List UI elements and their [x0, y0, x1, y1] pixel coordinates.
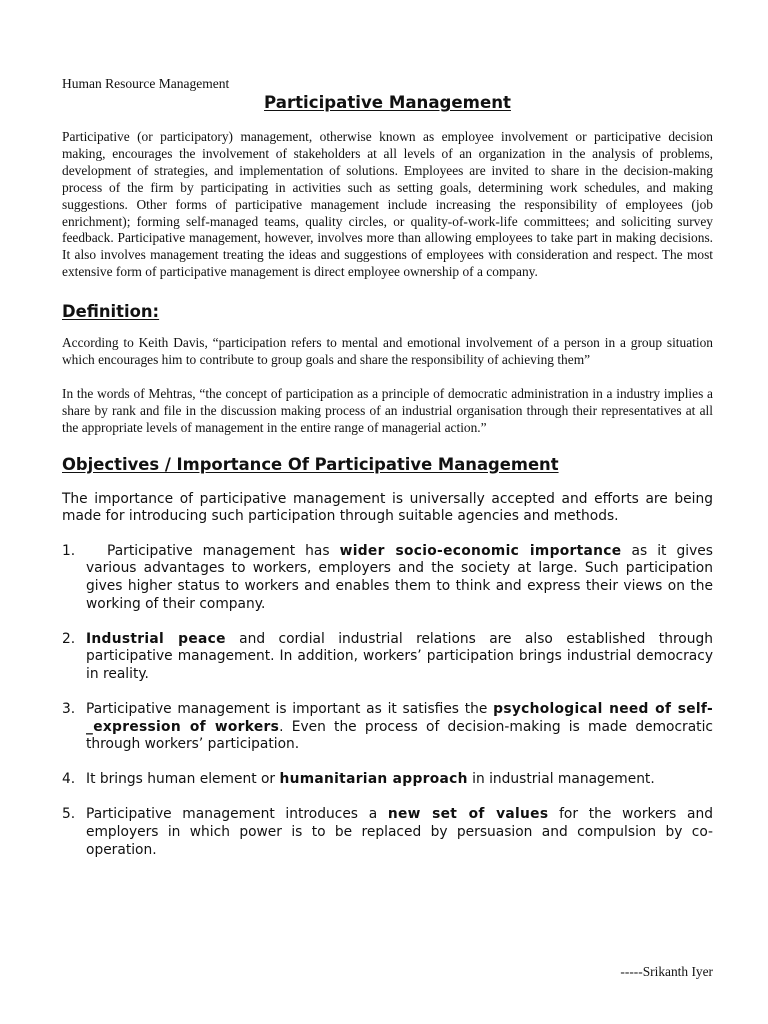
- list-item-number: 3.: [62, 701, 76, 718]
- list-item-number: 5.: [62, 806, 76, 823]
- document-title: Participative Management: [264, 93, 511, 112]
- list-item: [62, 701, 713, 754]
- list-item-text: in industrial management.: [467, 771, 655, 788]
- list-item-text: Participative management introduces a: [86, 806, 388, 823]
- list-item: [62, 806, 713, 859]
- list-item-text: It brings human element or: [86, 771, 280, 788]
- objectives-intro: The importance of participative management is universally accepted and efforts are being made for introducing such participation through suitable agencies and methods.: [62, 490, 713, 525]
- list-item-number: 1.: [62, 542, 76, 559]
- list-item-bold-text: Industrial peace: [86, 630, 226, 647]
- list-item-bold-text: psychological need of self-_expression of workers: [86, 701, 713, 735]
- list-item: [62, 771, 713, 789]
- list-item-number: 4.: [62, 771, 76, 788]
- list-item-text: Participative management has: [107, 542, 340, 559]
- intro-paragraph: Participative (or participatory) management, otherwise known as employee involvement or participative decision making, encourages the involvement of stakeholders at all levels of an organization in the analysis of problems, development of strategies, and implementation of solutions. Employees are invited to share in the decision-making process of the firm by participating in activities such as setting goals, determining work schedules, and making suggestions. Other forms of participative management include increasing the responsibility of employees (job enrichment); forming self-managed teams, quality circles, or quality-of-work-life committees; and soliciting survey feedback. Participative management, however, involves more than allowing employees to take part in making decisions. It also involves management treating the ideas and suggestions of employees with consideration and respect. The most extensive form of participative management is direct employee ownership of a company.: [62, 129, 713, 280]
- list-item-body: [86, 806, 713, 857]
- list-item-text: Participative management is important as it satisfies the: [86, 701, 494, 718]
- list-item-bold-text: new set of values: [387, 806, 549, 823]
- list-item-bold-text: humanitarian approach: [279, 771, 468, 788]
- list-item-bold-text: wider socio-economic importance: [339, 542, 622, 559]
- author-signature: -----Srikanth Iyer: [620, 964, 713, 979]
- list-item-body: [86, 771, 655, 787]
- list-item-body: [86, 543, 713, 612]
- list-item-text: for the workers and employers in which power is to be replaced by persuasion and compulsion by co-operation.: [86, 806, 714, 858]
- list-item: [62, 543, 713, 613]
- definition-paragraph-davis: According to Keith Davis, “participation refers to mental and emotional involvement of a person in a group situation which encourages him to contribute to group goals and share the responsibility of achieving them”: [62, 335, 713, 368]
- definition-paragraph-mehtras: In the words of Mehtras, “the concept of participation as a principle of democratic administration in a industry implies a share by rank and file in the discussion making process of an industrial organisation through their representatives at all the appropriate levels of management in the entire range of managerial action.”: [62, 385, 713, 435]
- objectives-list: [62, 543, 713, 859]
- list-item-number: 2.: [62, 630, 76, 647]
- list-item: [62, 631, 713, 684]
- list-item-text: as it gives various advantages to workers, employers and the society at large. Such participation gives higher status to workers and enables them to think and express their views on the working of their company.: [86, 542, 713, 612]
- list-item-text: and cordial industrial relations are also established through participative management. In addition, workers’ participation brings industrial democracy in reality.: [86, 630, 713, 682]
- list-item-body: [86, 631, 713, 682]
- objectives-heading: Objectives / Importance Of Participative Management: [62, 454, 559, 474]
- list-item-body: [86, 701, 713, 752]
- document-page: [62, 76, 713, 877]
- list-item-text: . Even the process of decision-making is made democratic through workers’ participation.: [86, 718, 714, 753]
- subject-header: Human Resource Management: [62, 76, 230, 91]
- definition-heading: Definition:: [62, 302, 160, 322]
